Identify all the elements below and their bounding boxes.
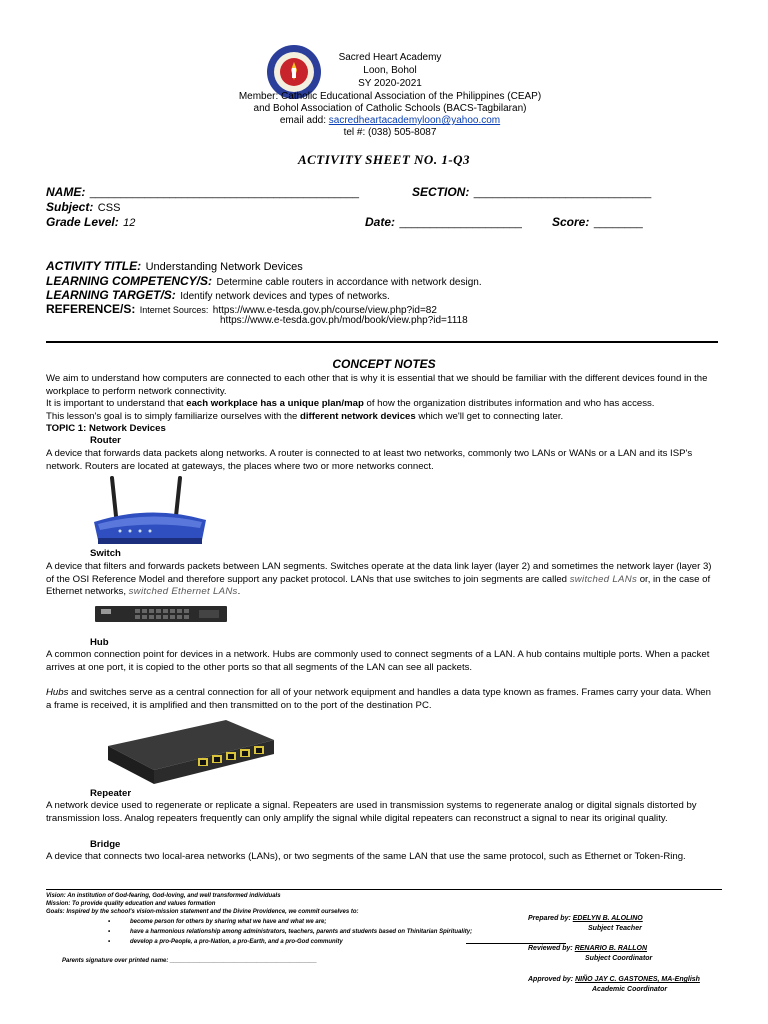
grade-field: [46, 213, 135, 231]
router-description: A device that forwards data packets along networks. A router is connected to at least two networks, commonly two LANs or WANs or a LAN and its ISP's network. Routers are located at gateways, the places where two or more networks connect.: [46, 448, 693, 472]
section-line: _____________________________: [473, 187, 652, 199]
router-heading: Router: [90, 435, 121, 446]
goal-item: • have a harmonious relationship among administrators, teachers, parents and students based on Thinitarian Spirituality;: [108, 929, 473, 935]
school-year: SY 2020-2021: [358, 78, 422, 89]
grade-label: Grade Level:: [46, 215, 119, 229]
switch-heading: Switch: [90, 548, 121, 559]
section-label: SECTION:: [412, 185, 470, 199]
date-field: [365, 213, 522, 231]
parents-signature: Parents signature over printed name: ____________________________________________: [62, 958, 317, 964]
switch-image: [95, 605, 227, 623]
school-town: Loon, Bohol: [363, 65, 417, 76]
date-label: Date:: [365, 215, 396, 229]
review-line: [466, 943, 566, 944]
email-link[interactable]: sacredheartacademyloon@yahoo.com: [328, 115, 501, 126]
repeater-heading: Repeater: [90, 788, 132, 799]
approved-by-role: Academic Coordinator: [592, 986, 668, 993]
name-label: NAME:: [46, 185, 86, 199]
grade-value: 12: [123, 217, 136, 229]
reviewed-by-role: Subject Coordinator: [585, 955, 653, 962]
score-field: [552, 213, 643, 231]
subject-label: Subject:: [46, 200, 94, 214]
learning-competency: LEARNING COMPETENCY/S: Determine cable routers in accordance with network design.: [46, 274, 482, 288]
prepared-by-role: Subject Teacher: [588, 925, 642, 932]
concept-notes-heading: CONCEPT NOTES: [332, 357, 436, 371]
prepared-by-name: EDELYN B. ALOLINO: [572, 915, 643, 922]
bridge-description: A device that connects two local-area networks (LANs), or two segments of the same LAN that use the same protocol, such as Ethernet or Token-Ring.: [46, 851, 686, 862]
topic-heading: TOPIC 1: Network Devices: [46, 423, 166, 434]
hub-image: [106, 718, 276, 786]
activity-title: ACTIVITY TITLE: Understanding Network Devices: [46, 259, 303, 273]
section-field: [412, 183, 651, 201]
approved-by-name: NIÑO JAY C. GASTONES, MA-English: [575, 976, 700, 983]
reference-url-1[interactable]: https://www.e-tesda.gov.ph/course/view.php?id=82: [212, 305, 437, 316]
email-line: email add: sacredheartacademyloon@yahoo.com: [279, 115, 501, 126]
repeater-description: A network device used to regenerate or replicate a signal. Repeaters are used in transmission systems to regenerate analog or digital signals distorted by transmission loss. Analog repeaters frequently can only amplify the signal while digital repeaters can reconstruct a signal to near its original quality.: [46, 800, 697, 824]
goals: Goals: Inspired by the school's vision-mission statement and the Divine Providence, we commit ourselves to:: [46, 909, 359, 915]
references: REFERENCE/S: Internet Sources: https://www.e-tesda.gov.ph/course/view.php?id=82: [46, 302, 437, 316]
telephone: tel #: (038) 505-8087: [343, 127, 437, 138]
name-line: ____________________________________________: [89, 187, 359, 199]
membership-ceap: Member: Catholic Educational Association of the Philippines (CEAP): [238, 91, 542, 102]
hub-heading: Hub: [90, 637, 109, 648]
vision: Vision: An institution of God-fearing, God-loving, and well transformed individuals: [46, 893, 281, 899]
sheet-title: ACTIVITY SHEET NO. 1-Q3: [297, 152, 471, 167]
date-line: ____________________: [399, 217, 522, 229]
goal-item: • become person for others by sharing what we have and what we are;: [108, 919, 327, 925]
learning-target: LEARNING TARGET/S: Identify network devices and types of networks.: [46, 288, 390, 302]
hub-frames-description: Hubs and switches serve as a central connection for all of your network equipment and handles a data type known as frames. Frames carry your data. When a frame is received, it is amplified and then transmitted on to the port of the destination PC.: [46, 687, 711, 711]
score-label: Score:: [552, 215, 590, 229]
score-line: ________: [593, 217, 643, 229]
bridge-heading: Bridge: [90, 839, 121, 850]
divider: [46, 341, 718, 343]
reference-url-2[interactable]: https://www.e-tesda.gov.ph/mod/book/view.php?id=1118: [220, 315, 468, 326]
subject-value: CSS: [97, 202, 121, 214]
school-name: Sacred Heart Academy: [338, 52, 442, 63]
reviewed-by: Reviewed by: RENARIO B. RALLON: [528, 945, 648, 952]
goal-item: • develop a pro-People, a pro-Nation, a pro-Earth, and a pro-God community: [108, 939, 343, 945]
prepared-by: Prepared by: EDELYN B. ALOLINO: [528, 915, 643, 922]
footer-vmg: [46, 892, 486, 916]
router-image: [90, 476, 210, 548]
hub-description: A common connection point for devices in a network. Hubs are commonly used to connect segments of a LAN. A hub contains multiple ports. When a packet arrives at one port, it is copied to the other ports so that all segments of the LAN can see all packets.: [46, 649, 710, 673]
approved-by: Approved by: NIÑO JAY C. GASTONES, MA-English: [528, 976, 700, 983]
concept-intro: We aim to understand how computers are connected to each other that is why it is essential that we should be familiar with the different devices found in the workplace to perform network connectivity. It is important to understand that each workplace has a unique plan/map of how the organization distributes information and who has access. This lesson's goal is to simply familiarize ourselves with the different network devices which we'll get to connecting later.: [46, 373, 708, 422]
reviewed-by-name: RENARIO B. RALLON: [574, 945, 648, 952]
goals-list: [108, 918, 498, 946]
membership-bacs: and Bohol Association of Catholic Schools (BACS-Tagbilaran): [253, 103, 527, 114]
mission: Mission: To provide quality education and values formation: [46, 901, 216, 907]
footer-divider: [46, 889, 722, 890]
switch-description: A device that filters and forwards packets between LAN segments. Switches operate at the data link layer (layer 2) and sometimes the network layer (layer 3) of the OSI Reference Model and therefore support any packet protocol. LANs that use switches to join segments are called switched LANs or, in the case of Ethernet networks, switched Ethernet LANs.: [46, 561, 712, 598]
